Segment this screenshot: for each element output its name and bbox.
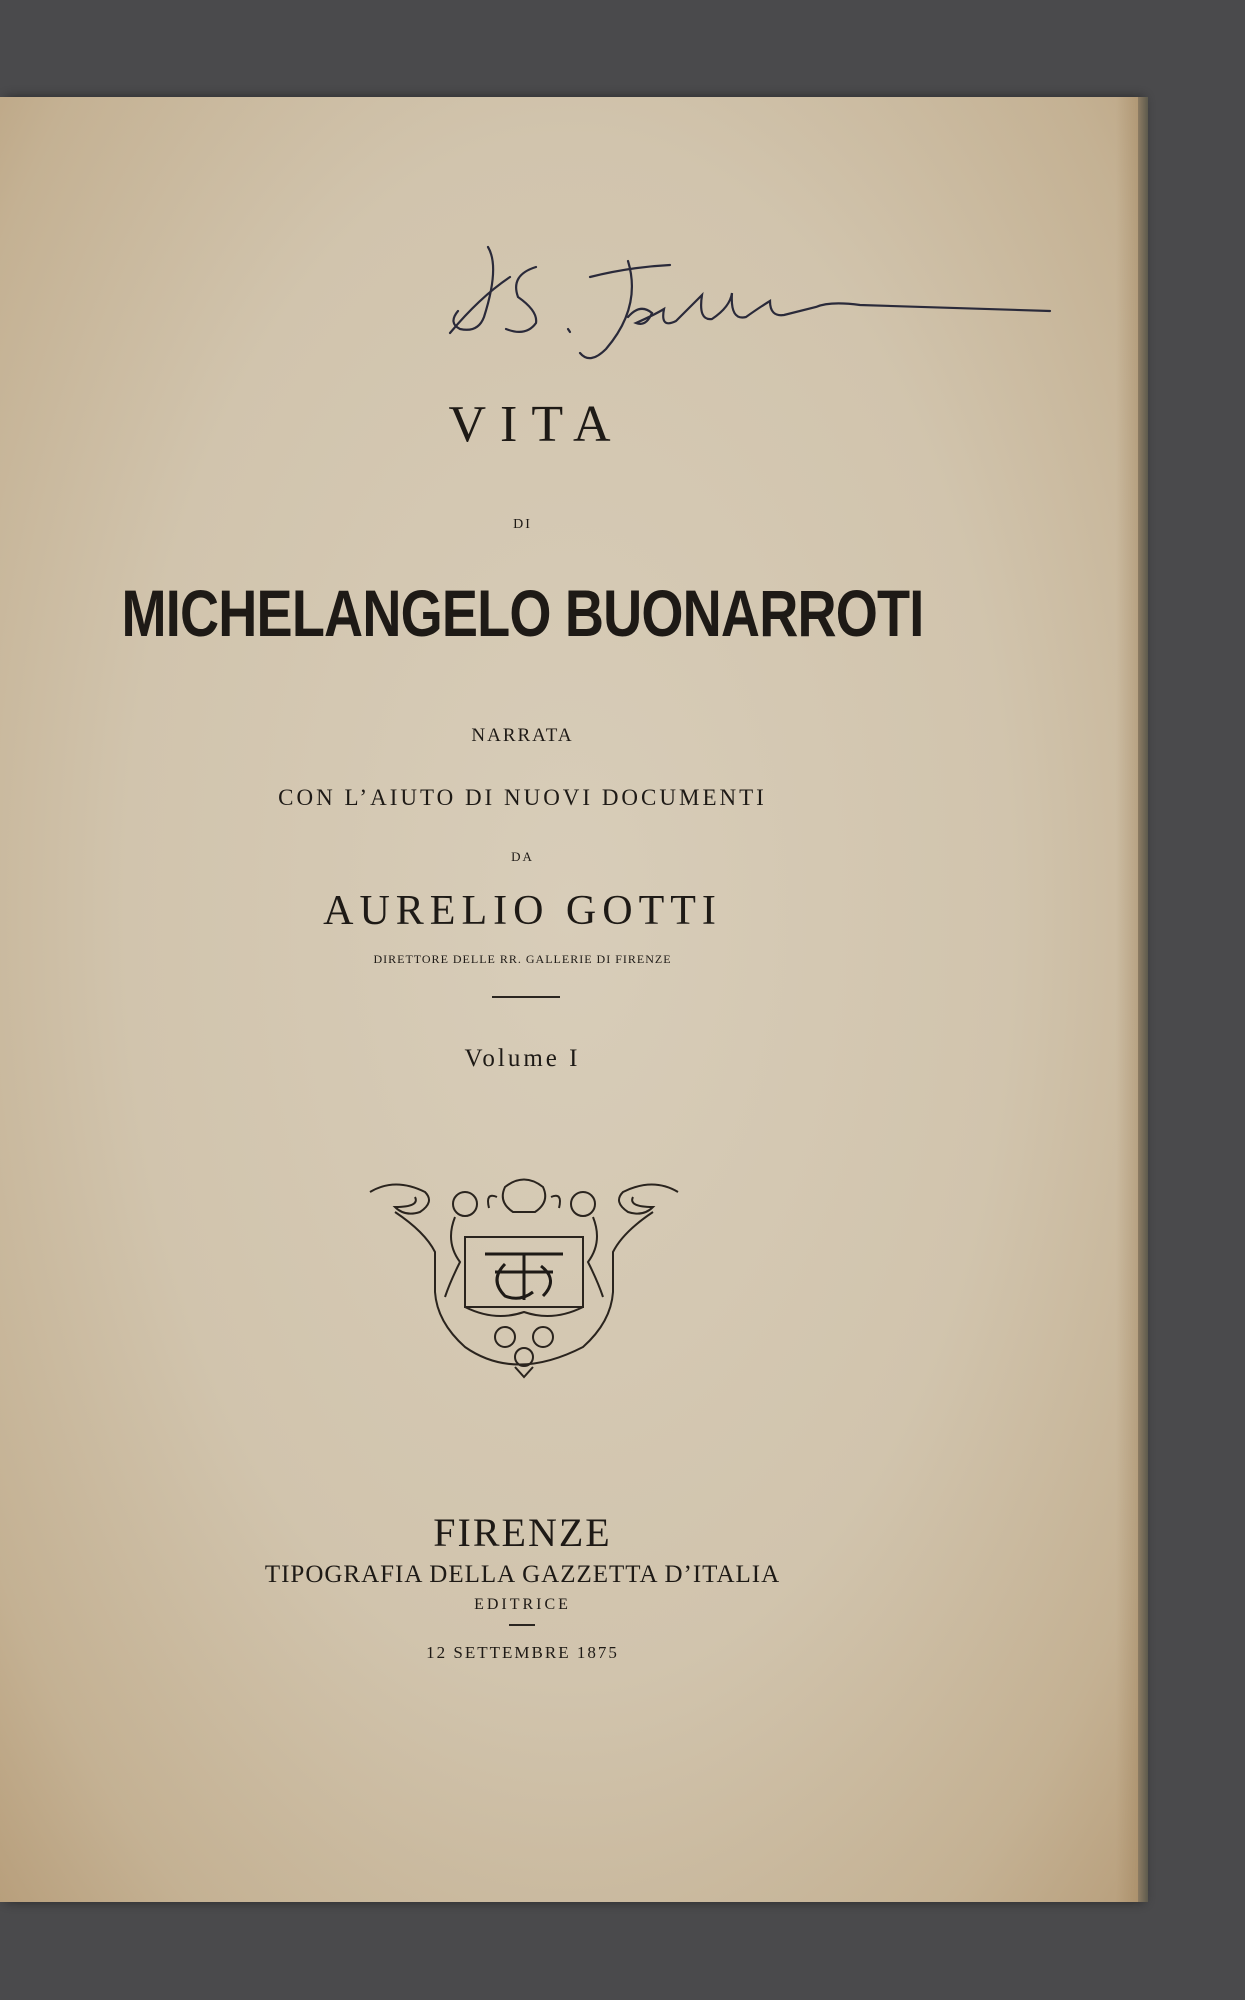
imprint-date: 12 SETTEMBRE 1875 [426,1643,619,1662]
by-line: DA [511,849,534,864]
imprint-city: FIRENZE [433,1510,612,1555]
imprint-editrice: EDITRICE [474,1596,571,1613]
title-connector: DI [513,517,532,532]
author-name: AURELIO GOTTI [323,888,722,934]
handwritten-signature [440,237,1060,367]
subject-name: MICHELANGELO BUONARROTI [121,576,924,650]
divider [492,996,560,998]
divider [509,1624,535,1626]
documents-line: CON L’AIUTO DI NUOVI DOCUMENTI [278,785,767,810]
publisher-emblem-icon [365,1172,683,1382]
title-page [0,97,1138,1902]
imprint-publisher: TIPOGRAFIA DELLA GAZZETTA D’ITALIA [264,1561,781,1588]
narrata-line: NARRATA [471,725,574,746]
author-role: DIRETTORE DELLE RR. GALLERIE DI FIRENZE [373,952,672,966]
volume-label: Volume I [464,1045,581,1072]
title: VITA [448,396,625,453]
book-edge [1138,97,1148,1902]
